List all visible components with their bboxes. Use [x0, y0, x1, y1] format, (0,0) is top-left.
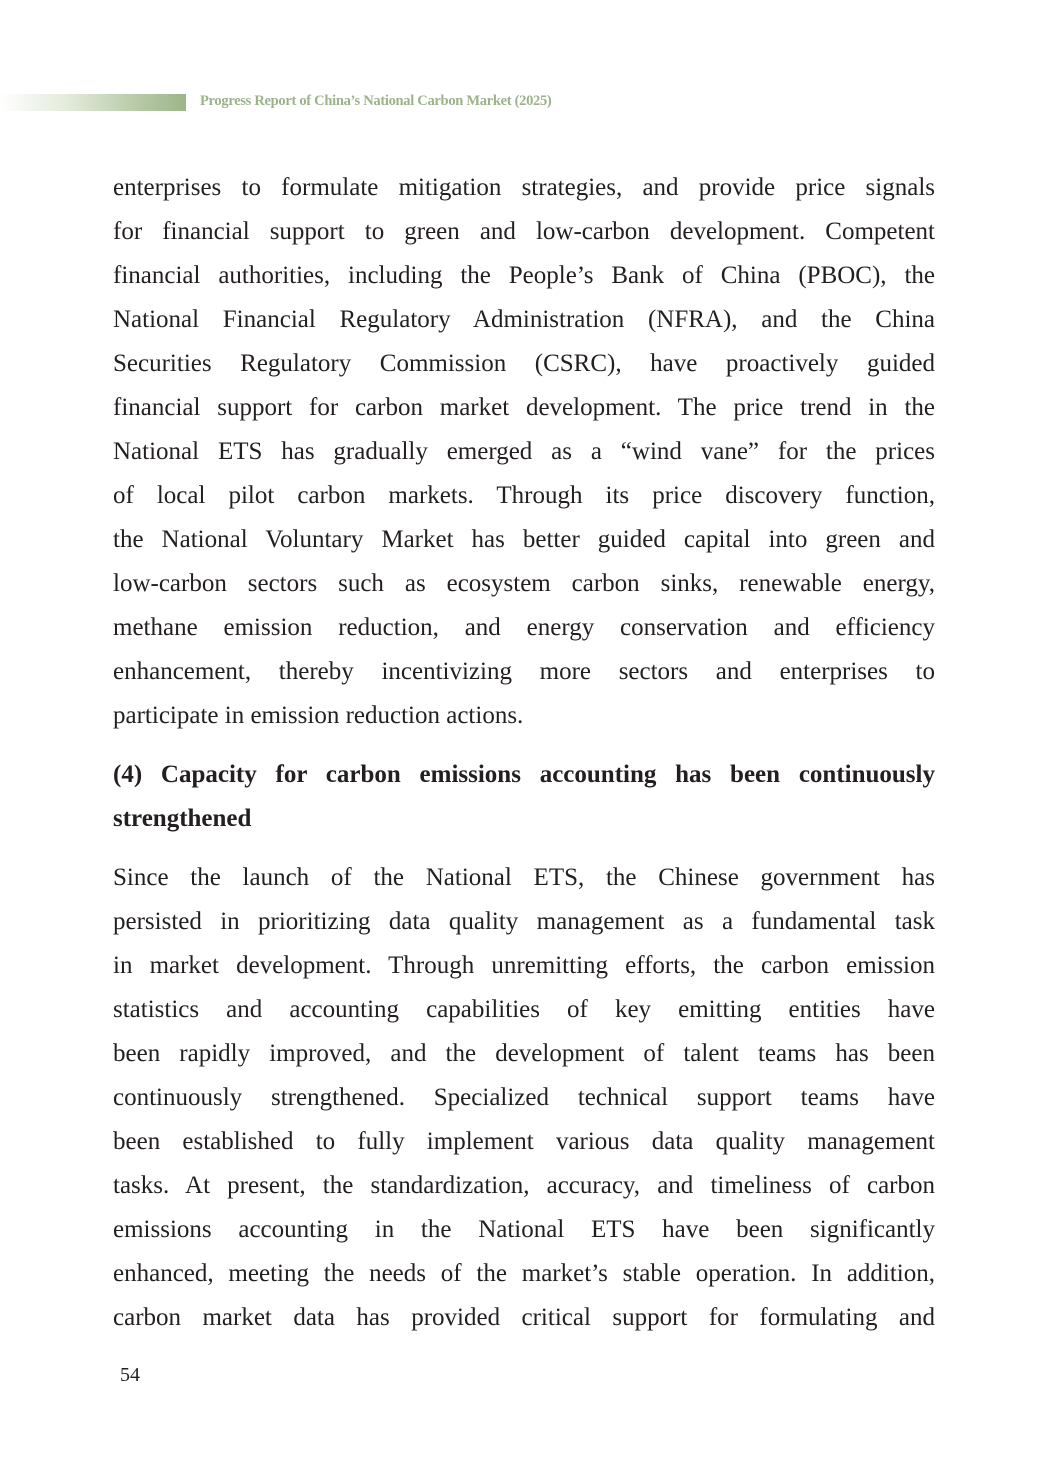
text-line: participate in emission reduction actions.	[113, 702, 524, 729]
text-line: financial support for carbon market development. The price trend in the	[113, 394, 935, 421]
paragraph-accounting-capacity	[113, 856, 935, 1340]
paragraph-financial-support	[113, 166, 935, 738]
text-line: been established to fully implement various data quality management	[113, 1128, 935, 1155]
text-line: low-carbon sectors such as ecosystem carbon sinks, renewable energy,	[113, 570, 935, 597]
text-line: Securities Regulatory Commission (CSRC), have proactively guided	[113, 350, 935, 377]
text-line: Since the launch of the National ETS, the Chinese government has	[113, 864, 935, 891]
text-line: in market development. Through unremitting efforts, the carbon emission	[113, 952, 935, 979]
text-line: financial authorities, including the People’s Bank of China (PBOC), the	[113, 262, 935, 289]
running-header-title: Progress Report of China’s National Carbon Market (2025)	[200, 93, 552, 109]
text-line: methane emission reduction, and energy conservation and efficiency	[113, 614, 935, 641]
header-decorative-bar	[0, 94, 186, 111]
text-line: of local pilot carbon markets. Through its price discovery function,	[113, 482, 935, 509]
heading-line: strengthened	[113, 805, 252, 832]
section-heading	[113, 753, 935, 841]
text-line: tasks. At present, the standardization, accuracy, and timeliness of carbon	[113, 1172, 935, 1199]
text-line: for financial support to green and low-carbon development. Competent	[113, 218, 935, 245]
text-line: enhanced, meeting the needs of the market’s stable operation. In addition,	[113, 1260, 935, 1287]
text-line: statistics and accounting capabilities of key emitting entities have	[113, 996, 935, 1023]
heading-line: (4) Capacity for carbon emissions accounting has been continuously	[113, 761, 935, 788]
text-line: the National Voluntary Market has better guided capital into green and	[113, 526, 935, 553]
text-line: National Financial Regulatory Administration (NFRA), and the China	[113, 306, 935, 333]
page-number: 54	[120, 1364, 140, 1386]
text-line: enhancement, thereby incentivizing more sectors and enterprises to	[113, 658, 935, 685]
text-line: persisted in prioritizing data quality management as a fundamental task	[113, 908, 935, 935]
text-line: emissions accounting in the National ETS have been significantly	[113, 1216, 935, 1243]
text-line: been rapidly improved, and the development of talent teams has been	[113, 1040, 935, 1067]
text-line: enterprises to formulate mitigation strategies, and provide price signals	[113, 174, 935, 201]
text-line: carbon market data has provided critical support for formulating and	[113, 1304, 935, 1331]
text-line: continuously strengthened. Specialized technical support teams have	[113, 1084, 935, 1111]
text-line: National ETS has gradually emerged as a “wind vane” for the prices	[113, 438, 935, 465]
